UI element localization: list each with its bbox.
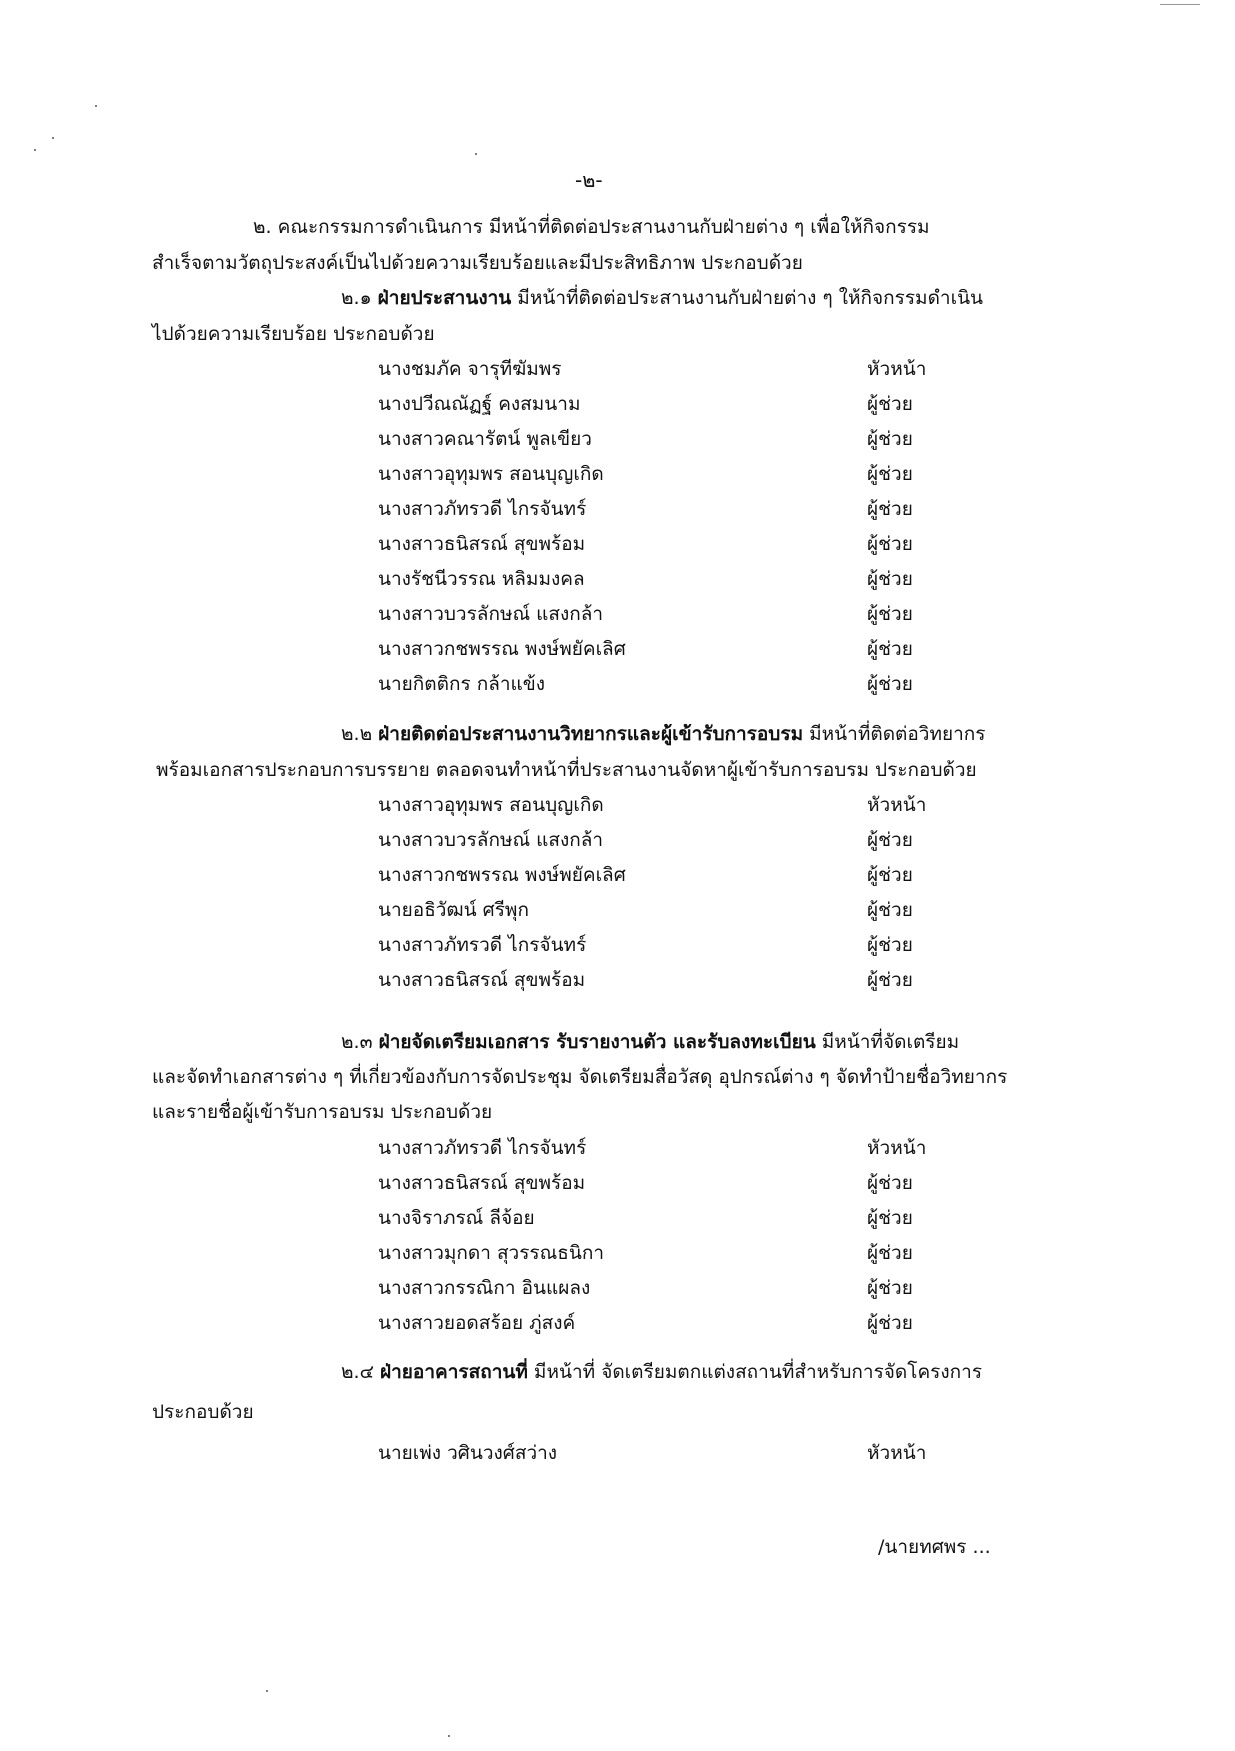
scan-speck (266, 1690, 268, 1692)
page-number: -๒- (575, 168, 603, 192)
section-desc: มีหน้าที่ จัดเตรียมตกแต่งสถานที่สำหรับการจัดโครงการ (527, 1361, 983, 1383)
member-name: นางสาวภัทรวดี ไกรจันทร์ (378, 1137, 587, 1159)
member-name: นางสาวอุทุมพร สอนบุญเกิด (378, 794, 604, 816)
section-2-4-heading (341, 1363, 982, 1382)
section-2-2-heading (341, 725, 986, 744)
member-name: นางสาวภัทรวดี ไกรจันทร์ (378, 934, 587, 956)
member-role: หัวหน้า (867, 1137, 927, 1159)
member-name: นายอธิวัฒน์ ศรีพุก (378, 899, 529, 921)
member-name: นางสาวกรรณิกา อินแผลง (378, 1277, 591, 1299)
member-role: ผู้ช่วย (867, 1312, 913, 1334)
section-2-3-desc-2: และรายชื่อผู้เข้ารับการอบรม ประกอบด้วย (152, 1101, 493, 1123)
member-role: ผู้ช่วย (867, 864, 913, 886)
section-2-1-heading (341, 289, 983, 308)
member-role: ผู้ช่วย (867, 428, 913, 450)
member-name: นางสาวธนิสรณ์ สุขพร้อม (378, 533, 586, 555)
member-role: ผู้ช่วย (867, 568, 913, 590)
member-role: ผู้ช่วย (867, 1242, 913, 1264)
section-title: ฝ่ายติดต่อประสานงานวิทยากรและผู้เข้ารับการอบรม (378, 723, 804, 745)
scan-speck (448, 1735, 450, 1737)
section-title: ฝ่ายอาคารสถานที่ (380, 1361, 528, 1383)
member-role: หัวหน้า (867, 358, 927, 380)
member-role: หัวหน้า (867, 794, 927, 816)
intro-number: ๒. (253, 216, 272, 238)
member-role: ผู้ช่วย (867, 393, 913, 415)
section-number: ๒.๔ (341, 1361, 374, 1383)
member-name: นางสาวภัทรวดี ไกรจันทร์ (378, 498, 587, 520)
section-2-2-desc: พร้อมเอกสารประกอบการบรรยาย ตลอดจนทำหน้าที่ประสานงานจัดหาผู้เข้ารับการอบรม ประกอบด้วย (156, 759, 977, 781)
section-2-4-desc: ประกอบด้วย (152, 1401, 254, 1423)
member-name: นางสาวธนิสรณ์ สุขพร้อม (378, 969, 586, 991)
section-number: ๒.๑ (341, 287, 372, 309)
scan-speck (475, 153, 477, 155)
section-2-3-desc-1: และจัดทำเอกสารต่าง ๆ ที่เกี่ยวข้องกับการจัดประชุม จัดเตรียมสื่อวัสดุ อุปกรณ์ต่าง ๆ จัดทำป้ายชื่อวิทยากร (152, 1066, 1008, 1088)
continuation-marker: /นายทศพร ... (878, 1536, 991, 1558)
member-role: ผู้ช่วย (867, 1277, 913, 1299)
section-title: ฝ่ายจัดเตรียมเอกสาร รับรายงานตัว และรับลงทะเบียน (378, 1031, 816, 1053)
member-name: นางชมภัค จารุทีฆัมพร (378, 358, 562, 380)
section-desc: มีหน้าที่ติดต่อวิทยากร (803, 723, 986, 745)
member-name: นางสาวอุทุมพร สอนบุญเกิด (378, 463, 604, 485)
scan-speck (52, 137, 54, 139)
member-name: นางสาวคณารัตน์ พูลเขียว (378, 428, 592, 450)
member-name: นางสาวบวรลักษณ์ แสงกล้า (378, 603, 604, 625)
section-desc: มีหน้าที่จัดเตรียม (815, 1031, 960, 1053)
member-role: หัวหน้า (867, 1442, 927, 1464)
member-name: นางปวีณณัฏฐ์ คงสมนาม (378, 393, 581, 415)
member-role: ผู้ช่วย (867, 1207, 913, 1229)
member-name: นางสาวธนิสรณ์ สุขพร้อม (378, 1172, 586, 1194)
intro-line-1 (253, 218, 930, 237)
member-role: ผู้ช่วย (867, 829, 913, 851)
section-2-1-desc: ไปด้วยความเรียบร้อย ประกอบด้วย (152, 323, 435, 345)
member-name: นางสาวกชพรรณ พงษ์พยัคเลิศ (378, 864, 626, 886)
member-name: นางสาวกชพรรณ พงษ์พยัคเลิศ (378, 638, 626, 660)
section-number: ๒.๒ (341, 723, 373, 745)
member-role: ผู้ช่วย (867, 1172, 913, 1194)
scan-speck (34, 149, 36, 151)
member-role: ผู้ช่วย (867, 969, 913, 991)
member-role: ผู้ช่วย (867, 533, 913, 555)
member-name: นางสาวบวรลักษณ์ แสงกล้า (378, 829, 604, 851)
member-name: นางสาวยอดสร้อย ภู่สงค์ (378, 1312, 576, 1334)
section-title: ฝ่ายประสานงาน (377, 287, 512, 309)
section-2-3-heading (341, 1033, 959, 1052)
member-role: ผู้ช่วย (867, 603, 913, 625)
member-role: ผู้ช่วย (867, 899, 913, 921)
scan-edge (1160, 4, 1200, 5)
member-name: นางจิราภรณ์ ลีจ้อย (378, 1207, 535, 1229)
scan-speck (95, 105, 97, 107)
member-role: ผู้ช่วย (867, 498, 913, 520)
intro-line-2: สำเร็จตามวัตถุประสงค์เป็นไปด้วยความเรียบร้อยและมีประสิทธิภาพ ประกอบด้วย (152, 252, 803, 274)
intro-text: คณะกรรมการดำเนินการ มีหน้าที่ติดต่อประสานงานกับฝ่ายต่าง ๆ เพื่อให้กิจกรรม (277, 216, 930, 238)
member-name: นางสาวมุกดา สุวรรณธนิกา (378, 1242, 605, 1264)
section-number: ๒.๓ (341, 1031, 373, 1053)
member-role: ผู้ช่วย (867, 463, 913, 485)
member-name: นางรัชนีวรรณ หลิมมงคล (378, 568, 585, 590)
member-role: ผู้ช่วย (867, 638, 913, 660)
member-name: นายกิตติกร กล้าแข้ง (378, 673, 546, 695)
member-name: นายเพ่ง วศินวงศ์สว่าง (378, 1442, 558, 1464)
section-desc: มีหน้าที่ติดต่อประสานงานกับฝ่ายต่าง ๆ ให้กิจกรรมดำเนิน (511, 287, 984, 309)
member-role: ผู้ช่วย (867, 673, 913, 695)
member-role: ผู้ช่วย (867, 934, 913, 956)
